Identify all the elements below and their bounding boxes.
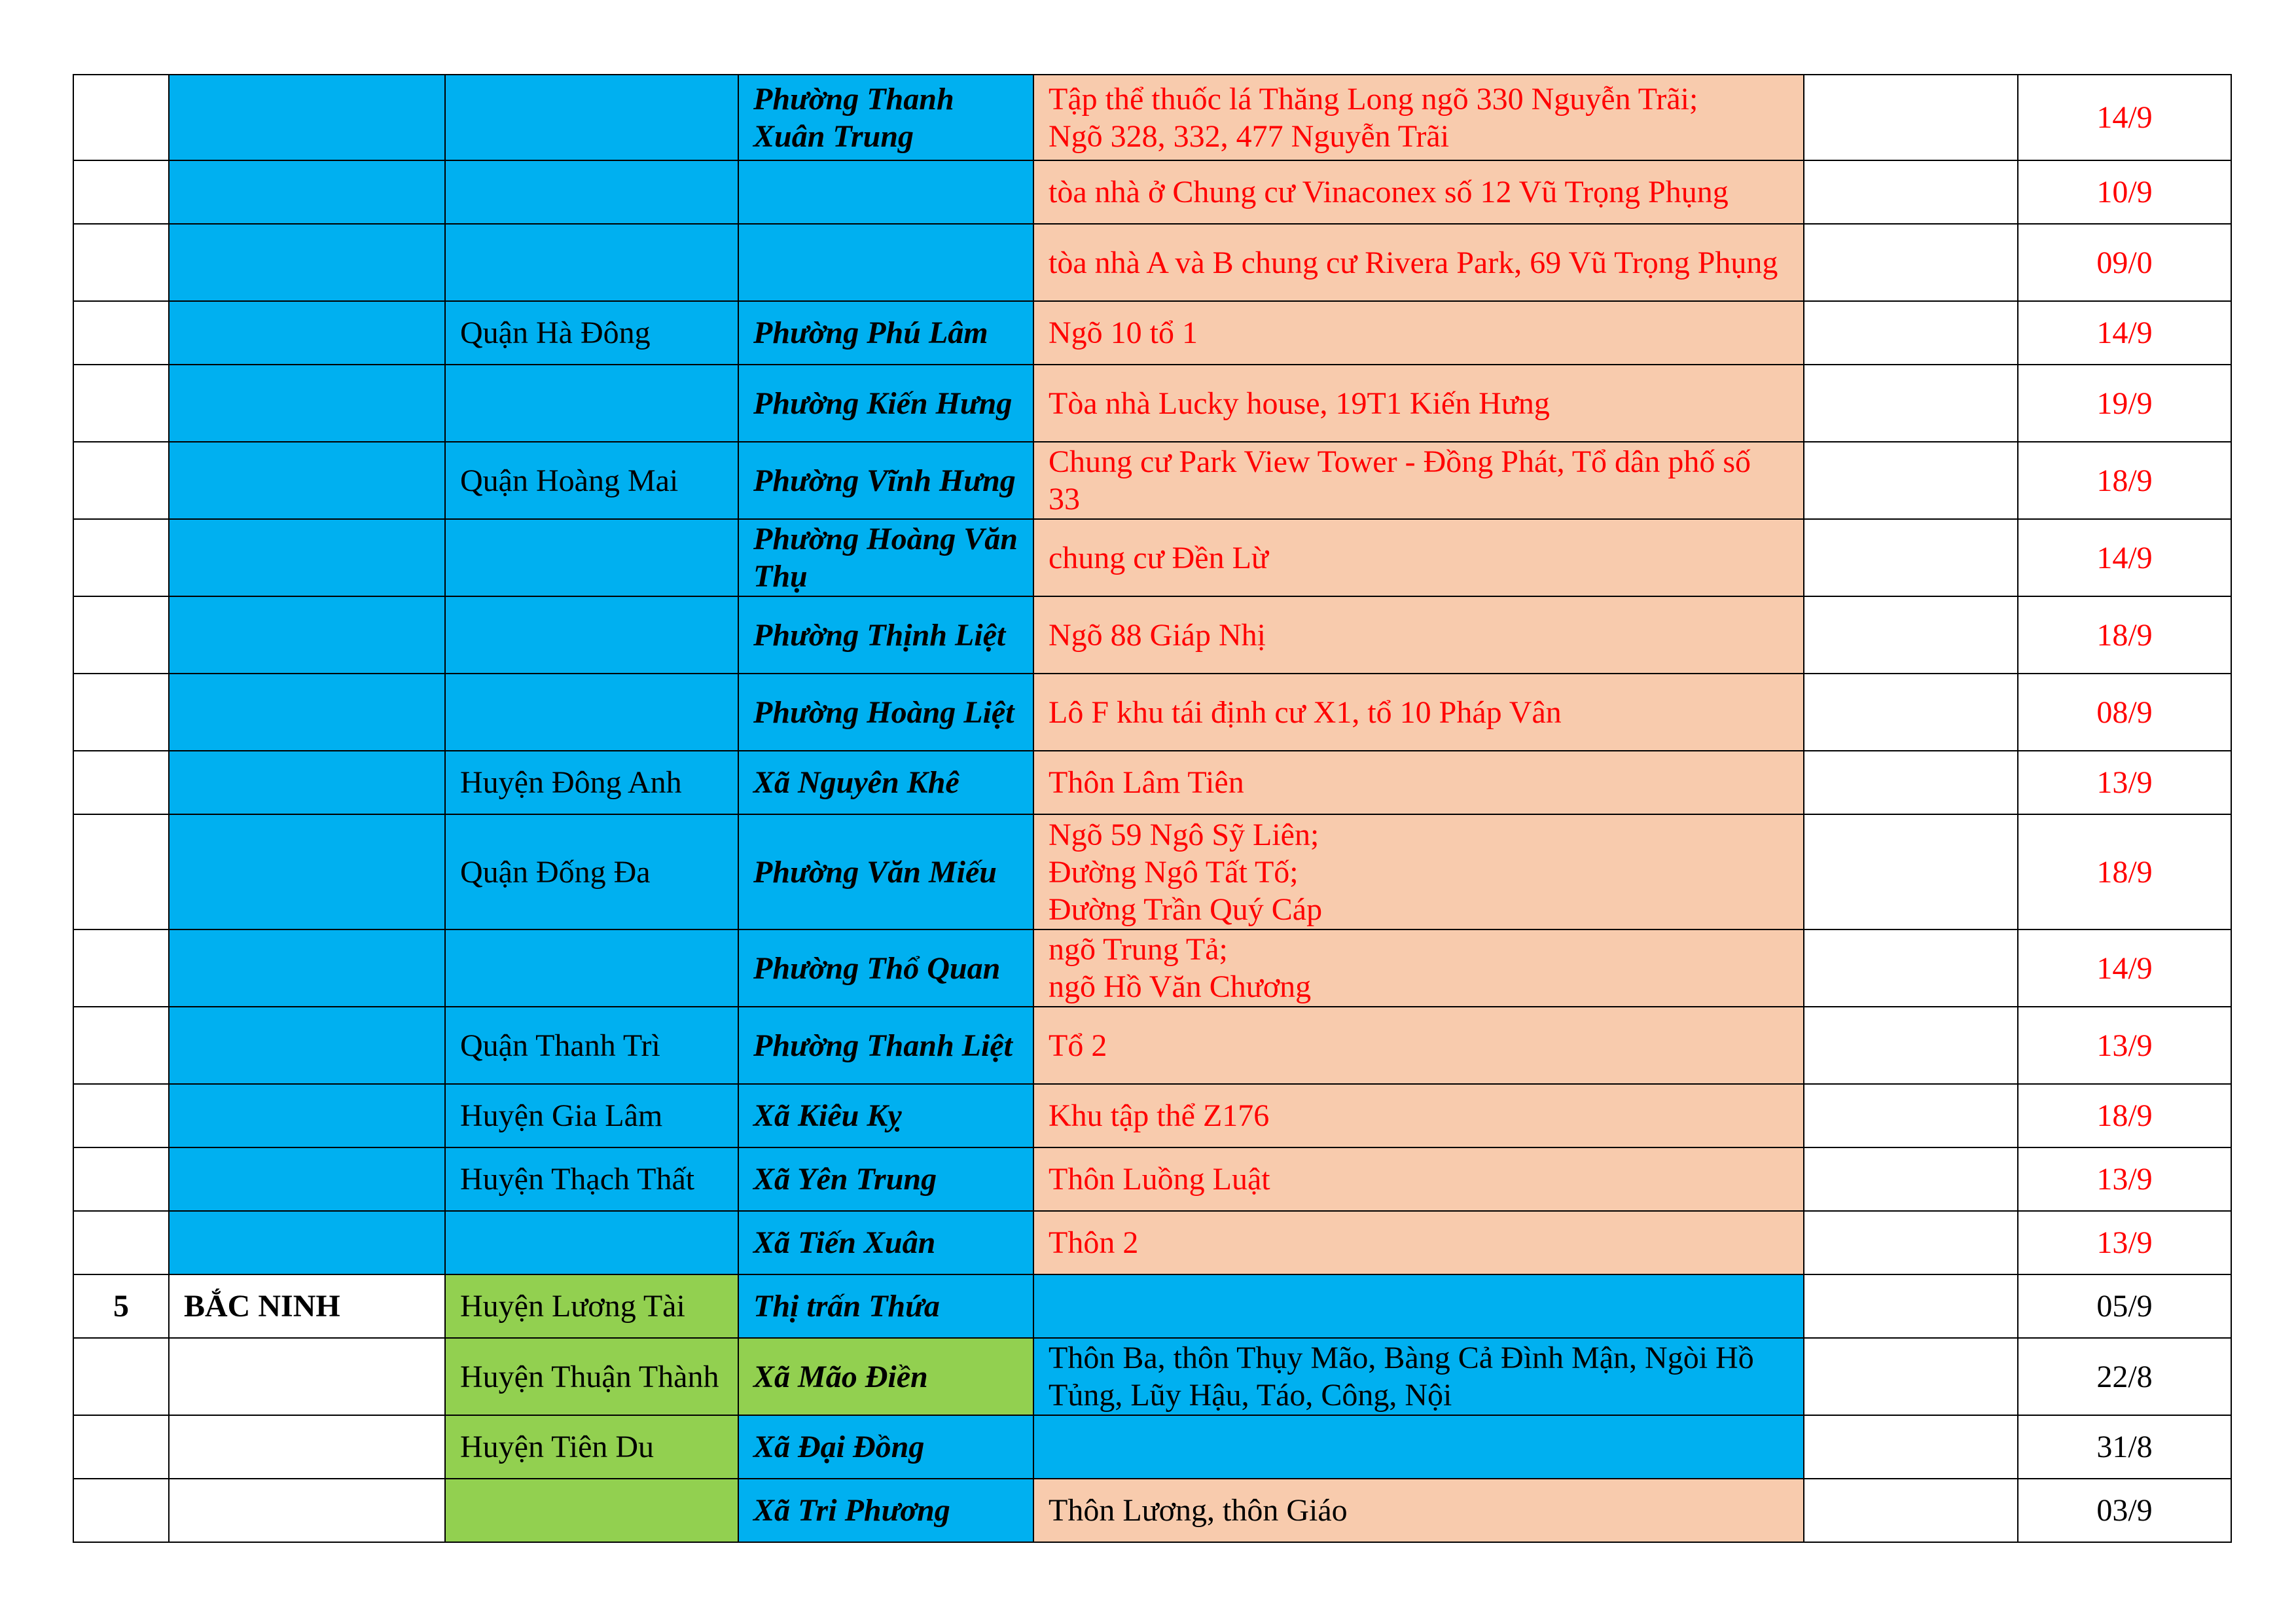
province-cell: [169, 75, 445, 160]
note-cell: [1804, 674, 2018, 751]
date-cell: 14/9: [2018, 929, 2231, 1007]
ward-cell: Phường Hoàng Văn Thụ: [738, 519, 1033, 596]
location-cell: [1033, 1007, 1804, 1084]
province-cell: [169, 1211, 445, 1274]
note-cell: [1804, 751, 2018, 814]
note-cell: [1804, 1415, 2018, 1479]
location-line: ngõ Hồ Văn Chương: [1049, 969, 1312, 1004]
location-line: chung cư Đền Lừ: [1049, 540, 1268, 575]
district-cell: [445, 674, 738, 751]
table-row: [73, 1147, 2231, 1211]
date-cell: 18/9: [2018, 1084, 2231, 1147]
table-row: [73, 75, 2231, 160]
row-number-cell: [73, 929, 169, 1007]
location-cell: [1033, 1211, 1804, 1274]
district-cell: Huyện Gia Lâm: [445, 1084, 738, 1147]
location-cell: [1033, 596, 1804, 674]
row-number-cell: [73, 224, 169, 301]
ward-cell: Xã Yên Trung: [738, 1147, 1033, 1211]
note-cell: [1804, 519, 2018, 596]
date-cell: 13/9: [2018, 1007, 2231, 1084]
table-row: [73, 596, 2231, 674]
location-line: Khu tập thể Z176: [1049, 1098, 1270, 1133]
row-number-cell: 5: [73, 1274, 169, 1338]
table-row: [73, 160, 2231, 224]
ward-cell: Xã Nguyên Khê: [738, 751, 1033, 814]
location-cell: [1033, 929, 1804, 1007]
table-row: [73, 929, 2231, 1007]
ward-cell: Phường Kiến Hưng: [738, 365, 1033, 442]
table-row: [73, 1479, 2231, 1542]
note-cell: [1804, 301, 2018, 365]
row-number-cell: [73, 519, 169, 596]
row-number-cell: [73, 365, 169, 442]
table-row: [73, 1274, 2231, 1338]
date-cell: 10/9: [2018, 160, 2231, 224]
row-number-cell: [73, 160, 169, 224]
location-cell: [1033, 1338, 1804, 1415]
location-line: Tổ 2: [1049, 1028, 1107, 1063]
date-cell: 31/8: [2018, 1415, 2231, 1479]
location-cell: [1033, 365, 1804, 442]
date-cell: 13/9: [2018, 1211, 2231, 1274]
district-cell: Quận Đống Đa: [445, 814, 738, 929]
note-cell: [1804, 596, 2018, 674]
location-cell: [1033, 1084, 1804, 1147]
location-cell: [1033, 224, 1804, 301]
province-cell: BẮC NINH: [169, 1274, 445, 1338]
district-cell: [445, 75, 738, 160]
table-row: [73, 365, 2231, 442]
row-number-cell: [73, 442, 169, 519]
date-cell: 13/9: [2018, 751, 2231, 814]
location-cell: [1033, 814, 1804, 929]
row-number-cell: [73, 1415, 169, 1479]
location-line: tòa nhà ở Chung cư Vinaconex số 12 Vũ Trọng Phụng: [1049, 175, 1729, 209]
province-cell: [169, 929, 445, 1007]
note-cell: [1804, 1147, 2018, 1211]
location-line: Ngõ 88 Giáp Nhị: [1049, 617, 1266, 653]
district-cell: Huyện Đông Anh: [445, 751, 738, 814]
location-cell: [1033, 674, 1804, 751]
location-cell: [1033, 1274, 1804, 1338]
note-cell: [1804, 365, 2018, 442]
district-cell: [445, 160, 738, 224]
province-cell: [169, 1084, 445, 1147]
date-cell: 14/9: [2018, 519, 2231, 596]
province-cell: [169, 442, 445, 519]
note-cell: [1804, 814, 2018, 929]
location-line: Đường Ngô Tất Tố;: [1049, 854, 1299, 890]
row-number-cell: [73, 301, 169, 365]
ward-cell: Phường Văn Miếu: [738, 814, 1033, 929]
row-number-cell: [73, 1338, 169, 1415]
province-cell: [169, 1007, 445, 1084]
date-cell: 19/9: [2018, 365, 2231, 442]
row-number-cell: [73, 751, 169, 814]
location-line: Ngõ 59 Ngô Sỹ Liên;: [1049, 817, 1319, 852]
table-row: [73, 519, 2231, 596]
district-cell: Huyện Thuận Thành: [445, 1338, 738, 1415]
ward-cell: Xã Kiêu Kỵ: [738, 1084, 1033, 1147]
date-cell: 03/9: [2018, 1479, 2231, 1542]
date-cell: 05/9: [2018, 1274, 2231, 1338]
location-cell: [1033, 442, 1804, 519]
location-line: Chung cư Park View Tower - Đồng Phát, Tổ dân phố số 33: [1049, 444, 1751, 516]
row-number-cell: [73, 1084, 169, 1147]
table-body: [73, 75, 2231, 1542]
location-cell: [1033, 160, 1804, 224]
location-line: Ngõ 328, 332, 477 Nguyễn Trãi: [1049, 118, 1450, 154]
location-cell: [1033, 519, 1804, 596]
district-cell: [445, 596, 738, 674]
ward-cell: Thị trấn Thứa: [738, 1274, 1033, 1338]
province-cell: [169, 814, 445, 929]
location-line: ngõ Trung Tả;: [1049, 932, 1228, 967]
ward-cell: Phường Hoàng Liệt: [738, 674, 1033, 751]
table-row: [73, 1007, 2231, 1084]
location-line: Thôn Lâm Tiên: [1049, 765, 1244, 800]
row-number-cell: [73, 1479, 169, 1542]
ward-cell: Xã Đại Đồng: [738, 1415, 1033, 1479]
note-cell: [1804, 1274, 2018, 1338]
date-cell: 14/9: [2018, 75, 2231, 160]
note-cell: [1804, 1007, 2018, 1084]
row-number-cell: [73, 814, 169, 929]
date-cell: 13/9: [2018, 1147, 2231, 1211]
province-cell: [169, 224, 445, 301]
location-line: Lô F khu tái định cư X1, tổ 10 Pháp Vân: [1049, 695, 1562, 730]
ward-cell: [738, 224, 1033, 301]
ward-cell: Phường Thanh Liệt: [738, 1007, 1033, 1084]
district-cell: [445, 1479, 738, 1542]
row-number-cell: [73, 596, 169, 674]
ward-cell: Phường Thổ Quan: [738, 929, 1033, 1007]
location-line: Tập thể thuốc lá Thăng Long ngõ 330 Nguyễn Trãi;: [1049, 81, 1698, 117]
table-row: [73, 814, 2231, 929]
province-cell: [169, 1338, 445, 1415]
ward-cell: Xã Tri Phương: [738, 1479, 1033, 1542]
location-line: Thôn Lương, thôn Giáo: [1049, 1493, 1348, 1528]
location-cell: [1033, 75, 1804, 160]
location-cell: [1033, 751, 1804, 814]
date-cell: 09/0: [2018, 224, 2231, 301]
ward-cell: Phường Thịnh Liệt: [738, 596, 1033, 674]
district-cell: [445, 224, 738, 301]
location-cell: [1033, 1479, 1804, 1542]
ward-cell: [738, 160, 1033, 224]
district-cell: Huyện Lương Tài: [445, 1274, 738, 1338]
note-cell: [1804, 1211, 2018, 1274]
location-line: tòa nhà A và B chung cư Rivera Park, 69 Vũ Trọng Phụng: [1049, 245, 1778, 280]
district-cell: Huyện Thạch Thất: [445, 1147, 738, 1211]
date-cell: 08/9: [2018, 674, 2231, 751]
location-line: Ngõ 10 tổ 1: [1049, 316, 1198, 350]
ward-cell: Xã Tiến Xuân: [738, 1211, 1033, 1274]
district-cell: Quận Thanh Trì: [445, 1007, 738, 1084]
row-number-cell: [73, 674, 169, 751]
row-number-cell: [73, 1211, 169, 1274]
ward-cell: Phường Thanh Xuân Trung: [738, 75, 1033, 160]
location-cell: [1033, 301, 1804, 365]
province-cell: [169, 301, 445, 365]
date-cell: 18/9: [2018, 442, 2231, 519]
note-cell: [1804, 442, 2018, 519]
note-cell: [1804, 75, 2018, 160]
province-cell: [169, 160, 445, 224]
note-cell: [1804, 1084, 2018, 1147]
location-line: Thôn 2: [1049, 1225, 1139, 1260]
row-number-cell: [73, 1007, 169, 1084]
district-cell: Quận Hà Đông: [445, 301, 738, 365]
ward-cell: Xã Mão Điền: [738, 1338, 1033, 1415]
table-row: [73, 1211, 2231, 1274]
location-cell: [1033, 1147, 1804, 1211]
location-cell: [1033, 1415, 1804, 1479]
table-row: [73, 751, 2231, 814]
district-cell: Quận Hoàng Mai: [445, 442, 738, 519]
district-cell: Huyện Tiên Du: [445, 1415, 738, 1479]
table-row: [73, 224, 2231, 301]
note-cell: [1804, 1479, 2018, 1542]
province-cell: [169, 1479, 445, 1542]
province-cell: [169, 751, 445, 814]
table-row: [73, 1415, 2231, 1479]
row-number-cell: [73, 75, 169, 160]
district-cell: [445, 929, 738, 1007]
date-cell: 18/9: [2018, 596, 2231, 674]
note-cell: [1804, 160, 2018, 224]
province-cell: [169, 1147, 445, 1211]
outbreak-locations-table: [73, 74, 2232, 1543]
location-line: Đường Trần Quý Cáp: [1049, 892, 1323, 927]
location-line: Thôn Ba, thôn Thụy Mão, Bàng Cả Đình Mận, Ngòi Hồ Tủng, Lũy Hậu, Táo, Công, Nội: [1049, 1341, 1754, 1413]
note-cell: [1804, 1338, 2018, 1415]
ward-cell: Phường Vĩnh Hưng: [738, 442, 1033, 519]
table-row: [73, 1084, 2231, 1147]
table-row: [73, 301, 2231, 365]
province-cell: [169, 674, 445, 751]
row-number-cell: [73, 1147, 169, 1211]
province-cell: [169, 1415, 445, 1479]
district-cell: [445, 365, 738, 442]
ward-cell: Phường Phú Lâm: [738, 301, 1033, 365]
district-cell: [445, 1211, 738, 1274]
table-row: [73, 442, 2231, 519]
location-line: Tòa nhà Lucky house, 19T1 Kiến Hưng: [1049, 386, 1550, 421]
table-row: [73, 1338, 2231, 1415]
note-cell: [1804, 929, 2018, 1007]
date-cell: 18/9: [2018, 814, 2231, 929]
note-cell: [1804, 224, 2018, 301]
date-cell: 14/9: [2018, 301, 2231, 365]
district-cell: [445, 519, 738, 596]
province-cell: [169, 596, 445, 674]
location-line: Thôn Luồng Luật: [1049, 1162, 1270, 1197]
table-row: [73, 674, 2231, 751]
province-cell: [169, 519, 445, 596]
province-cell: [169, 365, 445, 442]
date-cell: 22/8: [2018, 1338, 2231, 1415]
